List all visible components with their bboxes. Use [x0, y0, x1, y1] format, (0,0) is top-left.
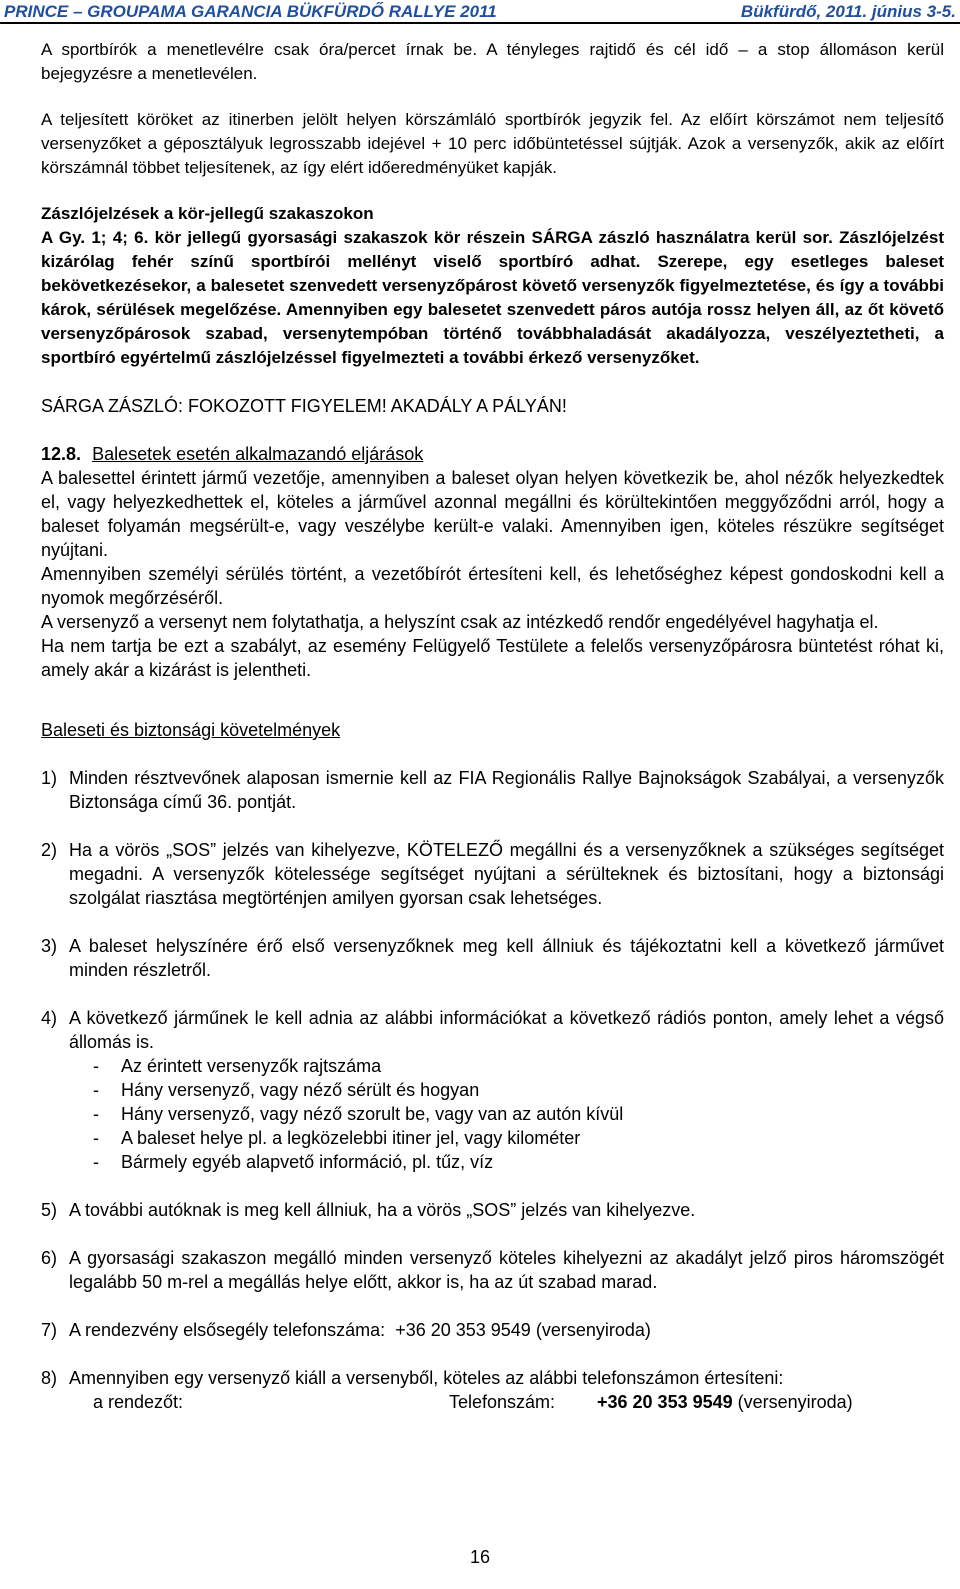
intro-section [41, 38, 944, 370]
safety-requirements-list [41, 766, 944, 1390]
header-event-title: PRINCE – GROUPAMA GARANCIA BÜKFÜRDŐ RALLYE 2011 [4, 2, 497, 21]
document-body [41, 38, 944, 1414]
accident-paragraph-4: Ha nem tartja be ezt a szabályt, az esemény Felügyelő Testülete a felelős versenyzőpárosra büntetést róhat ki, amely akár a kizárást is jelentheti. [41, 636, 944, 680]
list-item: 1) Minden résztvevőnek alaposan ismernie kell az FIA Regionális Rallye Bajnokságok Szabályai, a versenyzők Biztonsága című 36. pontját. [41, 768, 944, 812]
list-item: 6) A gyorsasági szakaszon megálló minden versenyző köteles kihelyezni az akadályt jelző piros háromszögét legalább 50 m-rel a megállás helye előtt, akkor is, ha az út szabad marad. [41, 1248, 944, 1292]
sublist-item: - Bármely egyéb alapvető információ, pl. tűz, víz [93, 1152, 494, 1172]
sublist-item: - Az érintett versenyzők rajtszáma [93, 1056, 382, 1076]
yellow-flag-warning: SÁRGA ZÁSZLÓ: FOKOZOTT FIGYELEM! AKADÁLY A PÁLYÁN! [41, 396, 567, 416]
contact-who: a rendezőt: [93, 1392, 184, 1412]
list-item: 4) A következő járműnek le kell adnia az alábbi információkat a következő rádiós ponton, amely lehet a végső állomás is. - Az érintett versenyzők rajtszáma - Hány versenyző, vagy néző sérült és hogyan - Hány versenyző, vagy néző szorult be, vagy van az autón kívül - A baleset helye pl. a legközelebbi itiner jel, vagy kilométer - Bármely egyéb alapvető információ, pl. tűz, víz [41, 1008, 944, 1172]
list-item: 3) A baleset helyszínére érő első versenyzőknek meg kell állniuk és tájékoztatni kell a következő járművet minden részletről. [41, 936, 944, 980]
accident-section [41, 442, 944, 682]
page-number: 16 [469, 1547, 491, 1567]
report-info-sublist [93, 1054, 944, 1174]
list-item: 7) A rendezvény elsősegély telefonszáma: +36 20 353 9549 (versenyiroda) [41, 1320, 651, 1340]
intro-paragraph-1: A sportbírók a menetlevélre csak óra/percet írnak be. A tényleges rajtidő és cél idő – a stop állomáson kerül bejegyzésre a menetlevélen. [41, 40, 944, 83]
contact-phone-number: +36 20 353 9549 [597, 1392, 733, 1412]
list-item: 5) A további autóknak is meg kell állniuk, ha a vörös „SOS” jelzés van kihelyezve. [41, 1200, 696, 1220]
sublist-item: - A baleset helye pl. a legközelebbi itiner jel, vagy kilométer [93, 1128, 581, 1148]
flags-body: A Gy. 1; 4; 6. kör jellegű gyorsasági szakaszok kör részein SÁRGA zászló használatra kerül sor. Zászlójelzést kizárólag fehér színű sportbírói mellényt viselő sportbíró adhat. Szerepe, egy esetleges baleset bekövetkezésekor, a balesetet szenvedett versenyzőpárost követő versenyzők figyelmeztetése, és így a további károk, sérülések megelőzése. Amennyiben egy balesetet szenvedett páros autója rossz helyen áll, az őt követő versenyzőpárosok szabad, versenytempóban történő továbbhaladását akadályozza, veszélyeztetheti, a sportbíró egyértelmű zászlójelzéssel figyelmezteti a további érkező versenyzőket. [41, 228, 944, 367]
flags-heading: Zászlójelzések a kör-jellegű szakaszokon [41, 204, 374, 223]
contact-label: Telefonszám: [449, 1392, 556, 1412]
sublist-item: - Hány versenyző, vagy néző szorult be, vagy van az autón kívül [93, 1104, 624, 1124]
list-item: 8) Amennyiben egy versenyző kiáll a versenyből, köteles az alábbi telefonszámon értesíteni: [41, 1368, 784, 1388]
safety-heading: Baleseti és biztonsági követelmények [41, 720, 341, 740]
contact-suffix: (versenyiroda) [737, 1392, 853, 1412]
sublist-item: - Hány versenyző, vagy néző sérült és hogyan [93, 1080, 480, 1100]
section-title: Balesetek esetén alkalmazandó eljárások [92, 444, 424, 464]
organizer-contact-line [93, 1390, 944, 1414]
header-date: Bükfürdő, 2011. június 3-5. [740, 2, 956, 21]
section-number: 12.8. [41, 444, 82, 464]
accident-paragraph-3: A versenyző a versenyt nem folytathatja, a helyszínt csak az intézkedő rendőr engedélyével hagyhatja el. [41, 612, 879, 632]
page-header [0, 0, 960, 24]
accident-paragraph-1: A balesettel érintett jármű vezetője, amennyiben a baleset olyan helyen következik be, ahol nézők helyezkedtek el, vagy helyezkedhettek el, köteles a járművel azonnal megállni és körültekintően meggyőződni arról, hogy a baleset folyamán megsérült-e, vagy veszélybe került-e valaki. Amennyiben igen, köteles részükre segítséget nyújtani. [41, 468, 944, 560]
list-item: 2) Ha a vörös „SOS” jelzés van kihelyezve, KÖTELEZŐ megállni és a versenyzőknek a szükséges segítséget megadni. A versenyzők kötelessége segítséget nyújtani a sérülteknek és biztosítani, hogy a biztonsági szolgálat riasztása megtörténjen amilyen gyorsan csak lehetséges. [41, 840, 944, 908]
section-heading [41, 442, 944, 466]
accident-paragraph-2: Amennyiben személyi sérülés történt, a vezetőbírót értesíteni kell, és lehetőséghez képest gondoskodni kell a nyomok megőrzéséről. [41, 564, 944, 608]
intro-paragraph-2: A teljesített köröket az itinerben jelölt helyen körszámláló sportbírók jegyzik fel. Az előírt körszámot nem teljesítő versenyzőket a géposztályuk legrosszabb idejével + 10 perc időbüntetéssel sújtják. Azok a versenyzők, akik az előírt körszámnál többet teljesítenek, az így elért időeredményüket kapják. [41, 110, 944, 177]
